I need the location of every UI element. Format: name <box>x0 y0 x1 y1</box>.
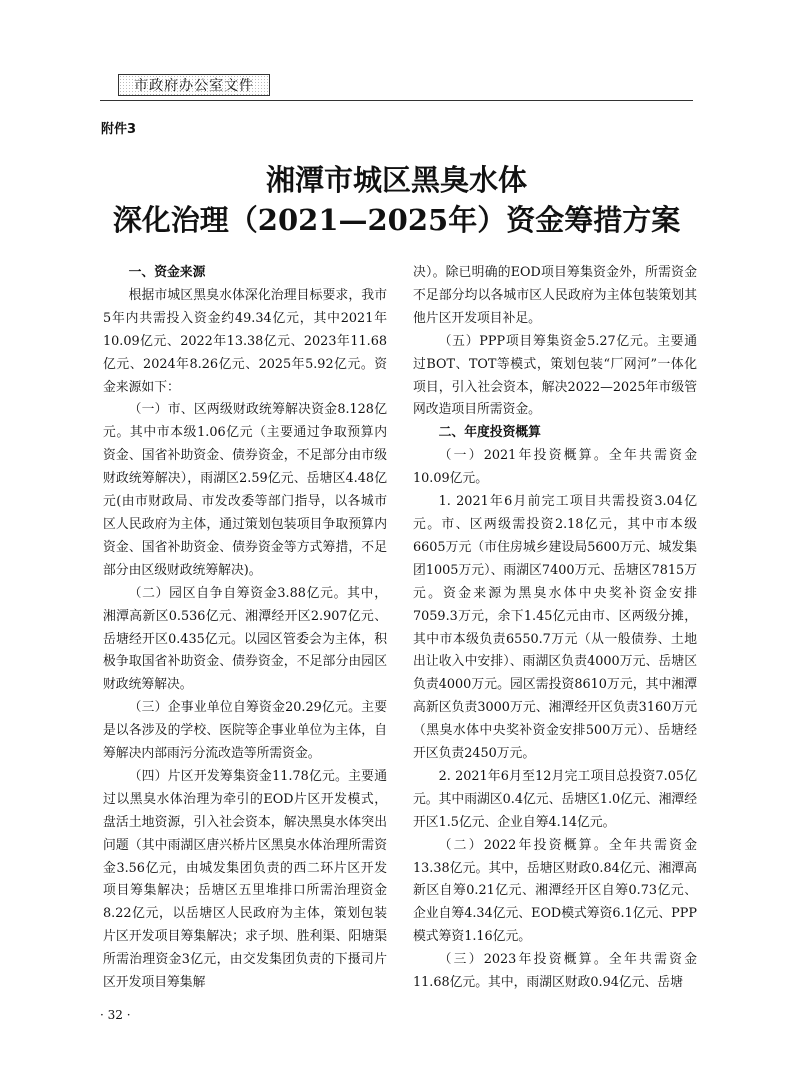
paragraph: 根据市城区黑臭水体深化治理目标要求，我市5年内共需投入资金约49.34亿元，其中2021年10.09亿元、2022年13.38亿元、2023年11.68亿元、2024年8.26亿元、2025年5.92亿元。资金来源如下： <box>103 287 387 395</box>
paragraph: （一）2021年投资概算。全年共需资金10.09亿元。 <box>413 448 697 487</box>
header-rule <box>100 100 693 101</box>
paragraph-continued: 决）。除已明确的EOD项目筹集资金外，所需资金不足部分均以各城市区人民政府为主体包装策划其他片区开发项目补足。 <box>413 265 697 326</box>
paragraph: 1. 2021年6月前完工项目共需投资3.04亿元。市、区两级需投资2.18亿元，其中市本级6605万元（市住房城乡建设局5600万元、城发集团1005万元）、雨湖区7400万元、岳塘区7815万元。资金来源为黑臭水体中央奖补资金安排7059.3万元，余下1.45亿元由市、区两级分摊，其中市本级负责6550.7万元（从一般债券、土地出让收入中安排）、雨湖区负责4000万元、岳塘区负责4000万元。园区需投资8610万元，其中湘潭高新区负责3000万元、湘潭经开区负责3160万元（黑臭水体中央奖补资金安排500万元）、岳塘经开区负责2450万元。 <box>413 494 697 762</box>
section-tag <box>118 74 270 96</box>
left-column <box>103 262 387 995</box>
section-heading-funding-sources: 一、资金来源 <box>128 265 206 280</box>
paragraph: （三）企事业单位自筹资金20.29亿元。主要是以各涉及的学校、医院等企事业单位为主体，自筹解决内部雨污分流改造等所需资金。 <box>103 700 387 762</box>
title-line-1: 湘潭市城区黑臭水体 <box>265 163 527 197</box>
paragraph: （二）2022年投资概算。全年共需资金13.38亿元。其中，岳塘区财政0.84亿元、湘潭高新区自筹0.21亿元、湘潭经开区自筹0.73亿元、企业自筹4.34亿元、EOD模式筹资6.1亿元、PPP模式筹资1.16亿元。 <box>413 837 697 945</box>
attachment-label: 附件3 <box>101 122 137 137</box>
title-line-2: 深化治理（2021—2025年）资金筹措方案 <box>112 203 681 237</box>
paragraph: （一）市、区两级财政统筹解决资金8.128亿元。其中市本级1.06亿元（主要通过争取预算内资金、国省补助资金、债券资金，不足部分由市级财政统筹解决），雨湖区2.59亿元、岳塘区4.48亿元(由市财政局、市发改委等部门指导，以各城市区人民政府为主体，通过策划包装项目争取预算内资金、国省补助资金、债券资金等方式筹措，不足部分由区级财政统筹解决)。 <box>103 402 387 578</box>
paragraph: （三）2023年投资概算。全年共需资金11.68亿元。其中，雨湖区财政0.94亿元、岳塘 <box>413 952 697 991</box>
paragraph: （四）片区开发筹集资金11.78亿元。主要通过以黑臭水体治理为牵引的EOD片区开发模式，盘活土地资源，引入社会资本，解决黑臭水体突出问题（其中雨湖区唐兴桥片区黑臭水体治理所需资金3.56亿元，由城发集团负责的西二环片区开发项目筹集解决；岳塘区五里堆排口所需治理资金8.22亿元，以岳塘区人民政府为主体，策划包装片区开发项目筹集解决；求子坝、胜利渠、阳塘渠所需治理资金3亿元，由交发集团负责的下摄司片区开发项目筹集解 <box>103 768 387 991</box>
document-title <box>100 160 693 240</box>
right-column <box>413 262 697 995</box>
paragraph: （二）园区自争自筹资金3.88亿元。其中，湘潭高新区0.536亿元、湘潭经开区2.907亿元、岳塘经开区0.435亿元。以园区管委会为主体，积极争取国省补助资金、债券资金，不足部分由园区财政统筹解决。 <box>103 585 387 693</box>
section-heading-annual-budget: 二、年度投资概算 <box>438 425 541 441</box>
section-tag-label: 市政府办公室文件 <box>134 78 254 94</box>
paragraph: 2. 2021年6月至12月完工项目总投资7.05亿元。其中雨湖区0.4亿元、岳塘区1.0亿元、湘潭经开区1.5亿元、企业自筹4.14亿元。 <box>413 768 697 830</box>
paragraph: （五）PPP项目筹集资金5.27亿元。主要通过BOT、TOT等模式，策划包装“厂网河”一体化项目，引入社会资本，解决2022—2025年市级管网改造项目所需资金。 <box>413 333 697 418</box>
page-number: · 32 · <box>100 1008 131 1022</box>
